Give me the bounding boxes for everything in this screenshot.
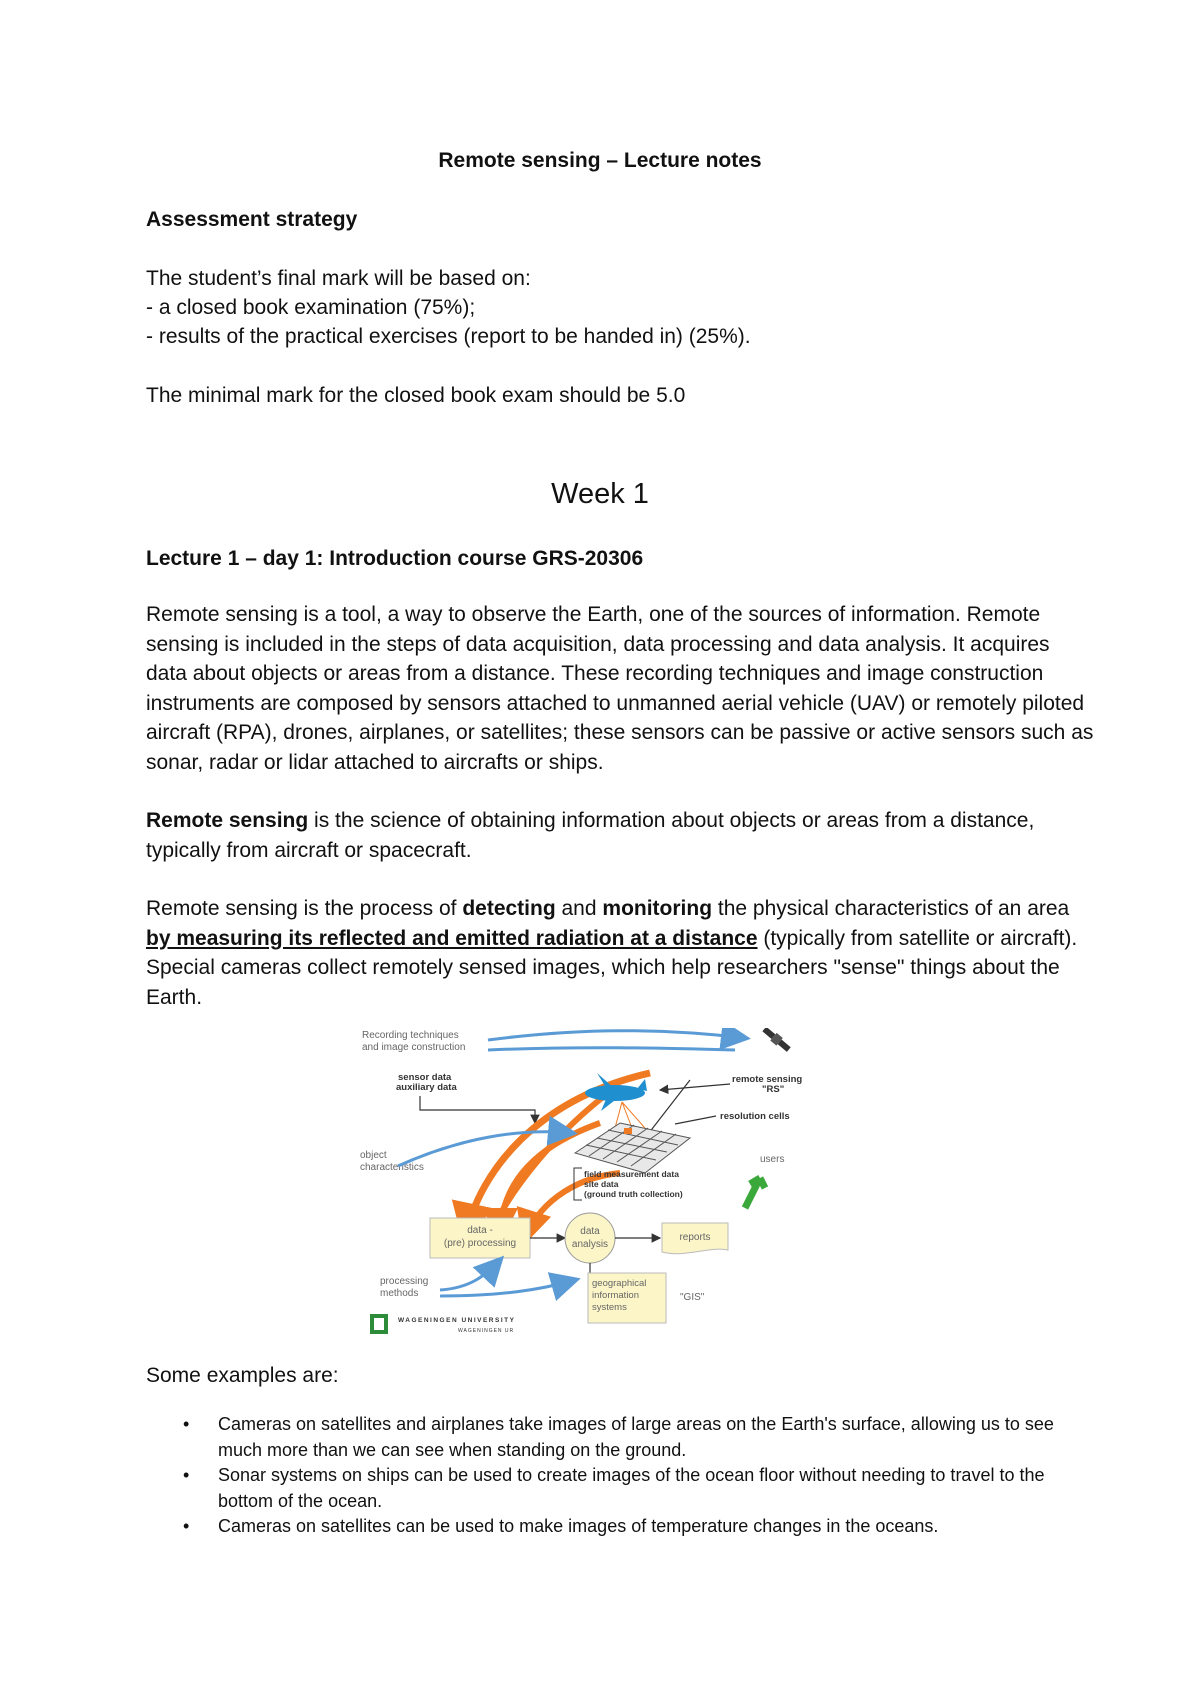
recording-arrow <box>488 1031 745 1040</box>
processing-box-label: data - <box>467 1225 493 1236</box>
examples-list <box>146 1412 1096 1540</box>
bullet-icon: • <box>183 1516 190 1536</box>
bullet-icon: • <box>183 1414 190 1434</box>
logo-text: WAGENINGEN UNIVERSITY <box>398 1317 516 1324</box>
week-heading: Week 1 <box>551 478 649 510</box>
assessment-intro: The student’s final mark will be based on: <box>146 267 531 290</box>
bold-detecting: detecting <box>462 897 556 920</box>
users-arrow <box>745 1178 765 1208</box>
recording-label: Recording techniques <box>362 1030 459 1041</box>
analysis-circle <box>565 1213 615 1263</box>
assessment-heading: Assessment strategy <box>146 208 358 231</box>
reports-label: reports <box>679 1232 711 1243</box>
assessment-item: - results of the practical exercises (report to be handed in) (25%). <box>146 325 751 348</box>
methods-arrow <box>440 1260 500 1290</box>
processing-methods-label: methods <box>380 1288 419 1299</box>
assessment-item: - a closed book examination (75%); <box>146 296 476 319</box>
gis-box-label: information <box>592 1290 639 1301</box>
paragraph-process <box>146 894 1096 1012</box>
satellite-icon <box>761 1028 792 1053</box>
bold-monitoring: monitoring <box>602 897 713 920</box>
recording-arrow <box>488 1048 735 1050</box>
highlighted-cell <box>624 1128 632 1134</box>
paragraph-intro: Remote sensing is a tool, a way to observe the Earth, one of the sources of information. Remote sensing is included in the steps of data acquisition, data processing and data analysis. It acquires data about objects or areas from a distance. These recording techniques and image construction instruments are composed by sensors attached to unmanned aerial vehicle (UAV) or remotely piloted aircraft (RPA), drones, airplanes, or satellites; these sensors can be passive or active sensors such as sonar, radar or lidar attached to aircrafts or ships. <box>146 603 1094 774</box>
gis-label: "GIS" <box>680 1292 705 1303</box>
wageningen-logo <box>370 1314 515 1334</box>
underlined-phrase: by measuring its reflected and emitted radiation at a distance <box>146 926 758 950</box>
gis-box-label: geographical <box>592 1278 647 1289</box>
text-run: Remote sensing is the process of <box>146 897 463 920</box>
connector-line <box>660 1084 730 1090</box>
connector-line <box>420 1096 535 1123</box>
paragraph-definition <box>146 806 1096 865</box>
sensor-data-label: auxiliary data <box>396 1082 457 1093</box>
field-data-label: site data <box>584 1179 619 1189</box>
remote-sensing-diagram <box>360 1028 900 1358</box>
gis-box-label: systems <box>592 1302 627 1313</box>
text-run: the physical characteristics of an area <box>712 897 1070 920</box>
lecture-heading: Lecture 1 – day 1: Introduction course GRS-20306 <box>146 547 644 570</box>
processing-box-label: (pre) processing <box>443 1238 517 1249</box>
remote-sensing-label: remote sensing <box>732 1074 803 1085</box>
recording-label: and image construction <box>362 1042 466 1053</box>
object-characteristics-label: object <box>360 1150 387 1161</box>
list-item <box>146 1412 1096 1463</box>
resolution-cells-label: resolution cells <box>720 1111 790 1122</box>
list-item-text: Cameras on satellites and airplanes take images of large areas on the Earth's surface, allowing us to see much more than we can see when standing on the ground. <box>218 1414 1054 1460</box>
analysis-label: data <box>580 1226 600 1237</box>
remote-sensing-label: "RS" <box>762 1084 785 1095</box>
bullet-icon: • <box>183 1465 190 1485</box>
list-item <box>146 1463 1096 1514</box>
examples-heading: Some examples are: <box>146 1364 339 1387</box>
connector-line <box>675 1116 716 1124</box>
definition-text: is the science of obtaining information about objects or areas from a distance, typically from aircraft or spacecraft. <box>146 809 1035 862</box>
resolution-grid <box>575 1123 690 1173</box>
sensor-data-label: sensor data <box>398 1072 452 1083</box>
processing-methods-label: processing <box>380 1276 429 1287</box>
document-title: Remote sensing – Lecture notes <box>438 149 762 172</box>
field-data-label: field measurement data <box>584 1169 679 1179</box>
list-item <box>146 1514 1096 1540</box>
text-run: and <box>555 897 603 920</box>
object-characteristics-label: characteristics <box>360 1162 424 1173</box>
users-label: users <box>760 1154 785 1165</box>
minimal-mark-note: The minimal mark for the closed book exam should be 5.0 <box>146 384 686 407</box>
bold-term: Remote sensing <box>146 809 309 832</box>
logo-subtext: WAGENINGEN UR <box>458 1328 515 1334</box>
list-item-text: Cameras on satellites can be used to make images of temperature changes in the oceans. <box>218 1516 939 1536</box>
analysis-label: analysis <box>571 1239 609 1250</box>
field-data-label: (ground truth collection) <box>584 1189 683 1199</box>
list-item-text: Sonar systems on ships can be used to create images of the ocean floor without needing to travel to the bottom of the ocean. <box>218 1465 1045 1511</box>
text-run: (typically from satellite or aircraft). Special cameras collect remotely sensed images, which help researchers "sense" things about the Earth. <box>146 926 1078 1009</box>
